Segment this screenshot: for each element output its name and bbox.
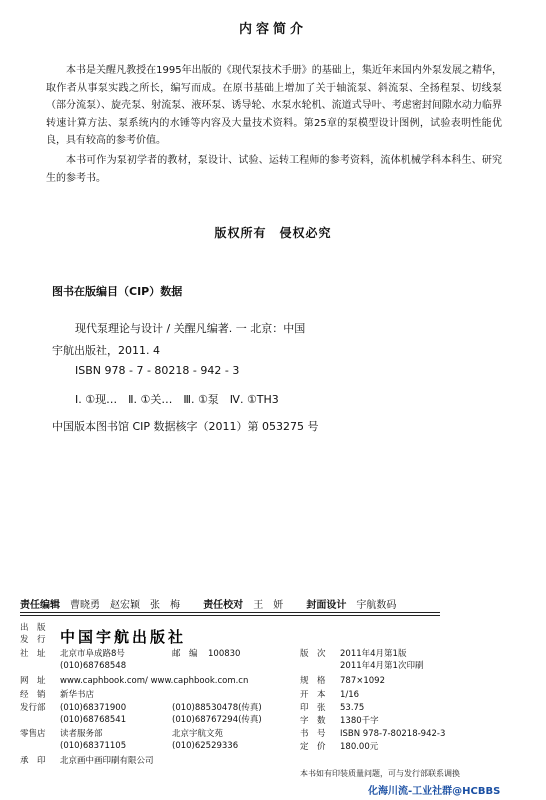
cip-isbn: ISBN 978 - 7 - 80218 - 942 - 3 [75,364,240,377]
printing: 2011年4月第1次印刷 [340,661,424,671]
reader-service-phone: (010)68371105 [60,741,127,751]
publisher-logo: 中国宇航出版社 [60,628,187,646]
distributor-label: 经 销 [20,690,46,700]
cover-label: 封面设计 [306,600,347,611]
divider [20,615,440,616]
proofreader: 王 妍 [253,600,284,611]
printer-label: 承 印 [20,756,46,766]
isbn-label: 书 号 [300,729,326,739]
format: 1/16 [340,690,360,700]
edition-label: 版 次 [300,649,326,659]
postcode-label: 邮 编 [172,649,198,659]
proof-label: 责任校对 [203,600,244,611]
sales-phone: (010)68371900 [60,703,127,713]
distributor: 新华书店 [60,690,95,700]
intro-title: 内容简介 [238,22,307,37]
watermark-text: 化海川流-工业社群@HCBBS [368,786,501,797]
editors: 曹晓勇 赵宏颖 张 梅 [70,600,180,611]
sheets: 53.75 [340,703,365,713]
cip-line-2: 宇航出版社，2011. 4 [52,344,160,357]
divider [20,612,440,613]
website: www.caphbook.com/ www.caphbook.com.cn [60,676,249,686]
sheets-label: 印 张 [300,703,326,713]
staff-line [20,596,440,611]
price: 180.00元 [340,742,379,752]
cover-designer: 宇航数码 [356,600,397,611]
reader-service: 读者服务部 [60,729,103,739]
bookstore: 北京宇航文苑 [172,729,224,739]
sales-phone: (010)68768541 [60,715,127,725]
words-label: 字 数 [300,716,326,726]
copyright-notice: 版权所有 侵权必究 [214,226,332,240]
editor-label: 责任编辑 [20,600,60,611]
spec-label: 规 格 [300,676,326,686]
phone: (010)68768548 [60,661,127,671]
retail-label: 零售店 [20,729,46,739]
sales-fax: (010)88530478(传真) [172,703,262,713]
publisher-label: 出 版 发 行 [20,623,46,645]
format-label: 开 本 [300,690,326,700]
cip-line-1: 现代泵理论与设计 / 关醒凡编著. 一 北京：中国 [75,322,306,335]
sales-dept-label: 发行部 [20,703,46,713]
edition: 2011年4月第1版 [340,649,407,659]
address: 北京市阜成路8号 [60,649,125,659]
printer: 北京画中画印刷有限公司 [60,756,154,766]
postcode: 100830 [208,649,241,659]
bookstore-phone: (010)62529336 [172,741,239,751]
spec: 787×1092 [340,676,385,686]
cip-record-number: 中国版本图书馆 CIP 数据核字（2011）第 053275 号 [52,420,319,433]
sales-fax: (010)68767294(传真) [172,715,262,725]
price-label: 定 价 [300,742,326,752]
intro-paragraph-1: 本书是关醒凡教授在1995年出版的《现代泵技术手册》的基础上，集近年来国内外泵发展之精华，取作者从事泵实践之所长，编写而成。在原书基础上增加了关于轴流泵、斜流泵、全扬程泵、切线泵（部分流泵）、旋壳泵、射流泵、液环泵、诱导轮、水泵水轮机、流道式导叶、考虑密封间隙水动力临界转速计算方法、泵系统内的水锤等内容及大量技术资料。第25章的泵模型设计图例，试验表明性能优良，具有较高的参考价值。 [46,65,502,146]
cip-classification: Ⅰ. ①现… Ⅱ. ①关… Ⅲ. ①泵 Ⅳ. ①TH3 [75,393,279,406]
website-label: 网 址 [20,676,46,686]
word-count: 1380千字 [340,716,379,726]
quality-notice: 本书如有印装质量问题，可与发行部联系调换 [300,769,460,778]
address-label: 社 址 [20,649,46,659]
isbn: ISBN 978-7-80218-942-3 [340,729,446,739]
cip-heading: 图书在版编目（CIP）数据 [52,285,183,298]
intro-paragraph-2: 本书可作为泵初学者的教材，泵设计、试验、运转工程师的参考资料，流体机械学科本科生、研究生的参考书。 [46,155,502,184]
